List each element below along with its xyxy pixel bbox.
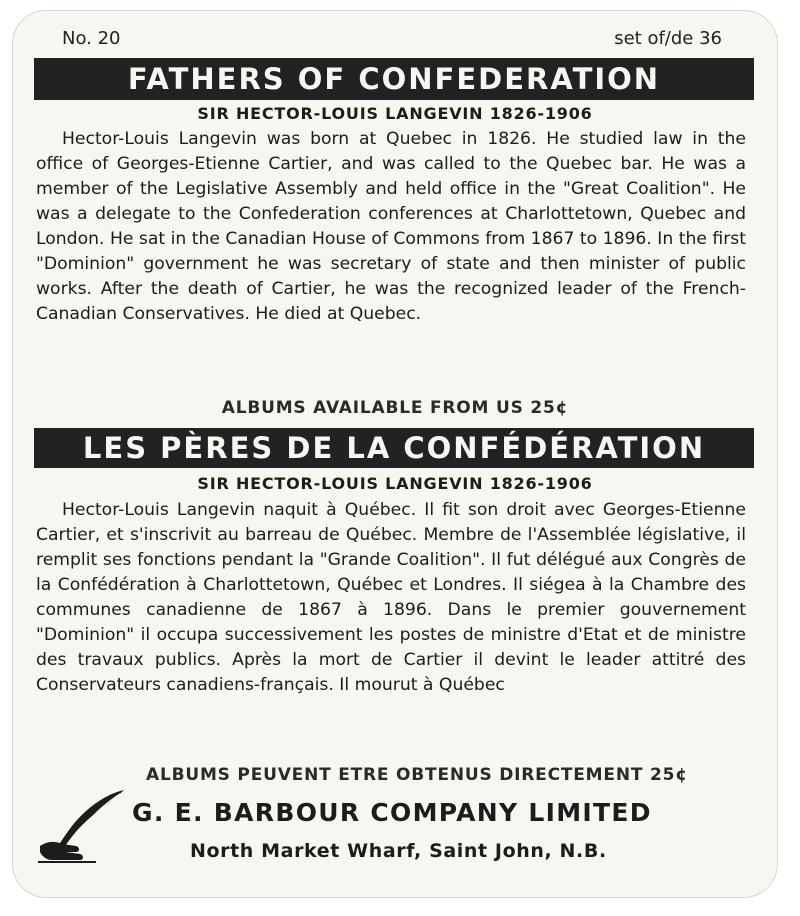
english-banner: FATHERS OF CONFEDERATION <box>34 58 754 100</box>
card-number: No. 20 <box>62 28 121 49</box>
company-name: G. E. BARBOUR COMPANY LIMITED <box>132 798 652 827</box>
english-body: Hector-Louis Langevin was born at Quebec in 1826. He studied law in the office of Georges-Etienne Cartier, and was called to the Quebec bar. He was a member of the Legislative Assembly and held office in the "Great Coalition". He was a delegate to the Confederation conferences at Charlottetown, Quebec and London. He sat in the Canadian House of Commons from 1867 to 1896. In the first "Dominion" government he was secretary of state and then minister of public works. After the death of Cartier, he was the recognized leader of the French-Canadian Conservatives. He died at Quebec. <box>36 129 746 324</box>
trading-card <box>12 10 778 898</box>
french-subtitle: SIR HECTOR-LOUIS LANGEVIN 1826-1906 <box>197 474 593 493</box>
french-body: Hector-Louis Langevin naquit à Québec. Il fit son droit avec Georges-Etienne Cartier, et s'inscrivit au barreau de Québec. Membre de l'Assemblée législative, il remplit ses fonctions pendant la "Grande Coalition". Il fut délégué aux Congrès de la Confédération à Charlottetown, Québec et Londres. Il siégea à la Chambre des communes canadienne de 1867 à 1896. Dans le premier gouvernement "Dominion" il occupa successivement les postes de ministre d'Etat et de ministre des travaux publics. Après la mort de Cartier il devint le leader attitré des Conservateurs canadiens-français. Il mourut à Québec <box>36 500 746 695</box>
english-albums-note: ALBUMS AVAILABLE FROM US 25¢ <box>221 398 569 418</box>
english-subtitle: SIR HECTOR-LOUIS LANGEVIN 1826-1906 <box>197 104 593 123</box>
set-label: set of/de 36 <box>614 28 722 49</box>
quill-hand-icon <box>36 786 132 866</box>
french-banner: LES PÈRES DE LA CONFÉDÉRATION <box>34 428 754 468</box>
french-albums-note: ALBUMS PEUVENT ETRE OBTENUS DIRECTEMENT 25¢ <box>146 765 688 785</box>
company-address: North Market Wharf, Saint John, N.B. <box>190 840 607 862</box>
